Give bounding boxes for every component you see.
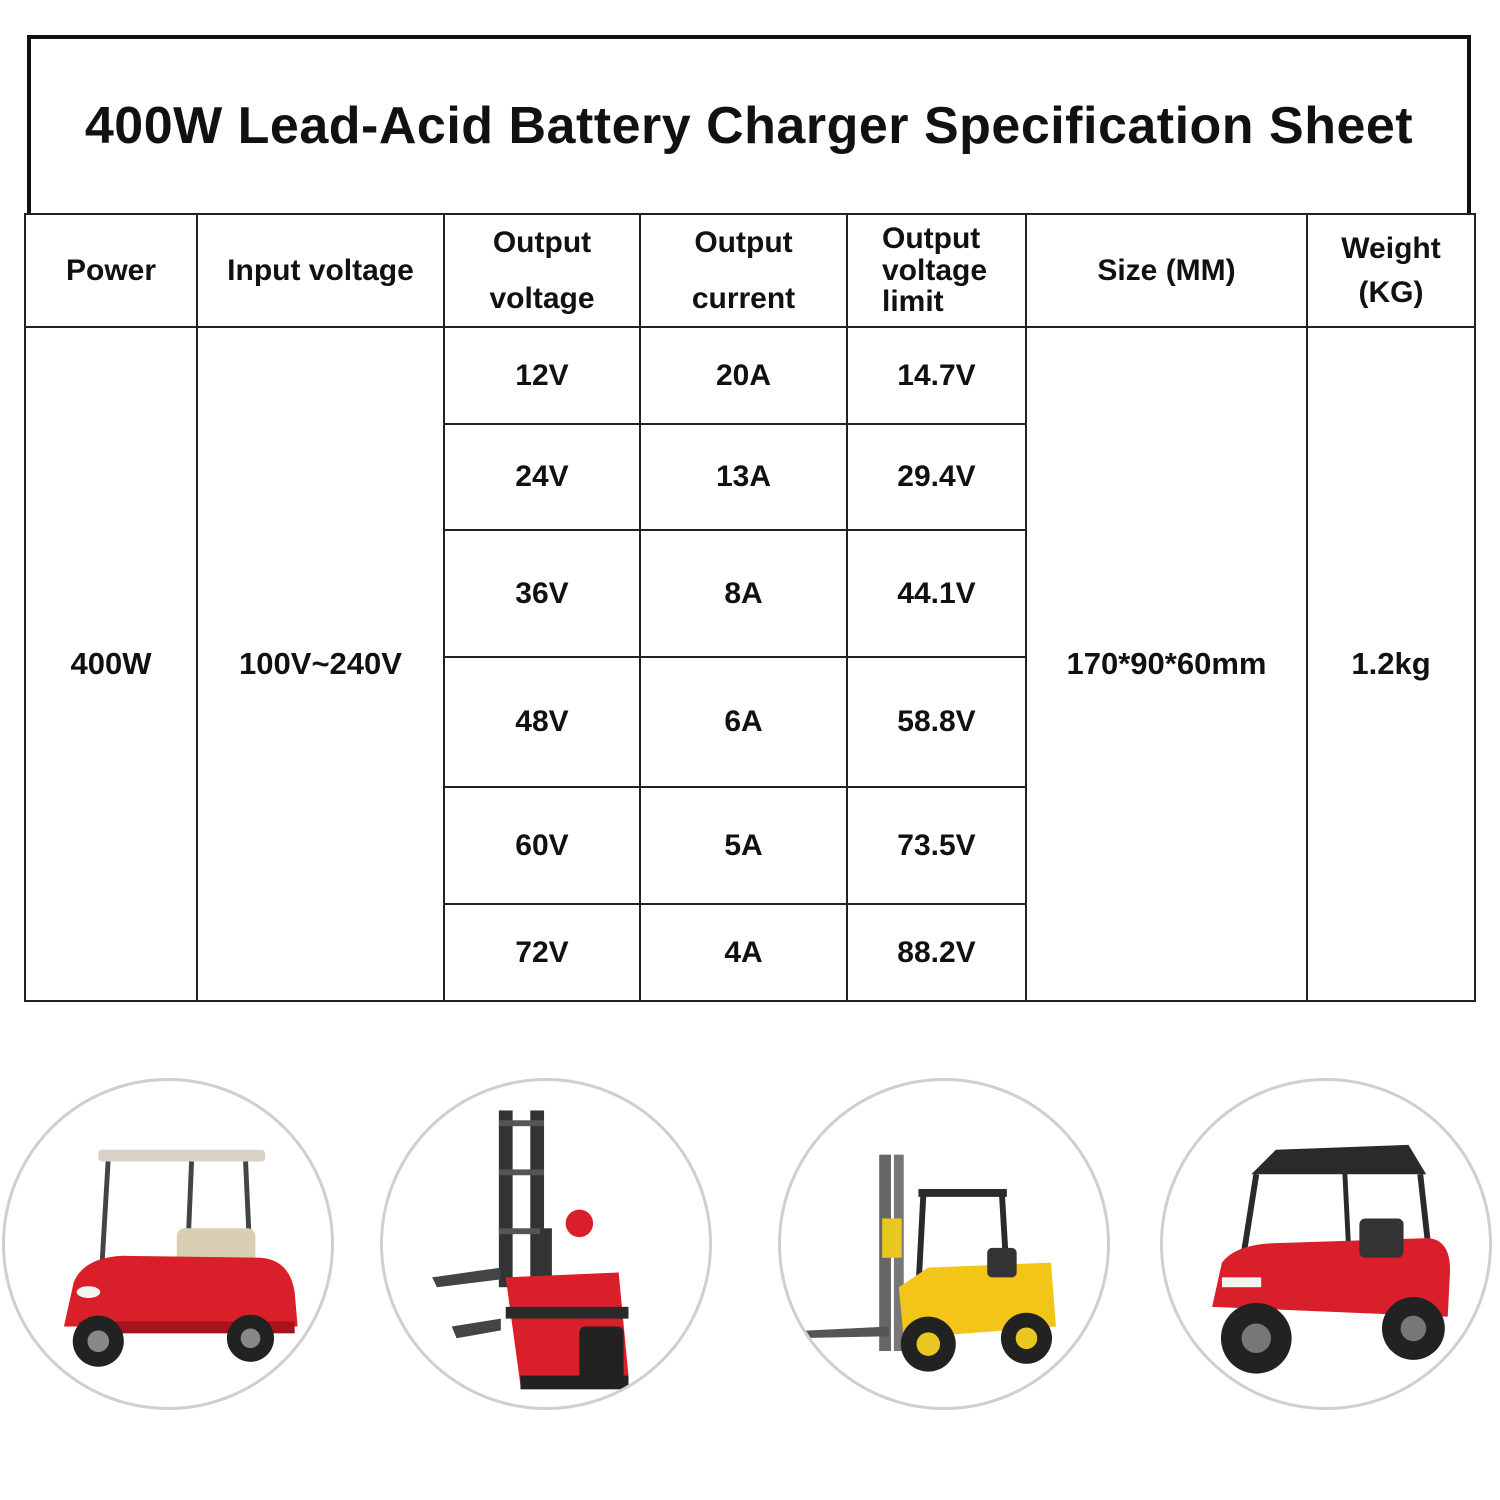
voltage-limit-cell: 73.5V [847,787,1026,904]
stacker-icon [383,1081,709,1407]
voltage-limit-cell: 58.8V [847,657,1026,787]
voltage-limit-cell: 88.2V [847,904,1026,1001]
spec-table [24,213,1476,1002]
header-power: Power [25,214,197,327]
page-title: 400W Lead-Acid Battery Charger Specification Sheet [84,97,1414,155]
output-current-cell: 20A [640,327,847,424]
golf-cart-image [2,1078,334,1410]
output-voltage-cell: 12V [444,327,640,424]
voltage-limit-cell: 44.1V [847,530,1026,657]
output-current-cell: 5A [640,787,847,904]
header-output-voltage-limit: Output voltage limit [847,214,1026,327]
output-current-cell: 6A [640,657,847,787]
output-voltage-cell: 60V [444,787,640,904]
voltage-limit-cell: 14.7V [847,327,1026,424]
output-voltage-cell: 36V [444,530,640,657]
header-size: Size (MM) [1026,214,1307,327]
output-current-cell: 8A [640,530,847,657]
weight-cell: 1.2kg [1307,327,1475,1001]
header-output-current: Output current [640,214,847,327]
table-header-row [25,214,1475,327]
output-current-cell: 4A [640,904,847,1001]
title-box [27,35,1471,213]
size-cell: 170*90*60mm [1026,327,1307,1001]
output-voltage-cell: 48V [444,657,640,787]
output-current-cell: 13A [640,424,847,530]
table-row [25,327,1475,424]
golf-cart-icon [5,1081,331,1407]
applications-row [0,1070,1500,1430]
forklift-icon [781,1081,1107,1407]
forklift-image [778,1078,1110,1410]
voltage-limit-cell: 29.4V [847,424,1026,530]
utv-icon [1163,1081,1489,1407]
output-voltage-cell: 72V [444,904,640,1001]
output-voltage-cell: 24V [444,424,640,530]
utv-image [1160,1078,1492,1410]
header-output-voltage: Output voltage [444,214,640,327]
stacker-image [380,1078,712,1410]
header-weight: Weight (KG) [1307,214,1475,327]
power-cell: 400W [25,327,197,1001]
header-input-voltage: Input voltage [197,214,444,327]
input-voltage-cell: 100V~240V [197,327,444,1001]
